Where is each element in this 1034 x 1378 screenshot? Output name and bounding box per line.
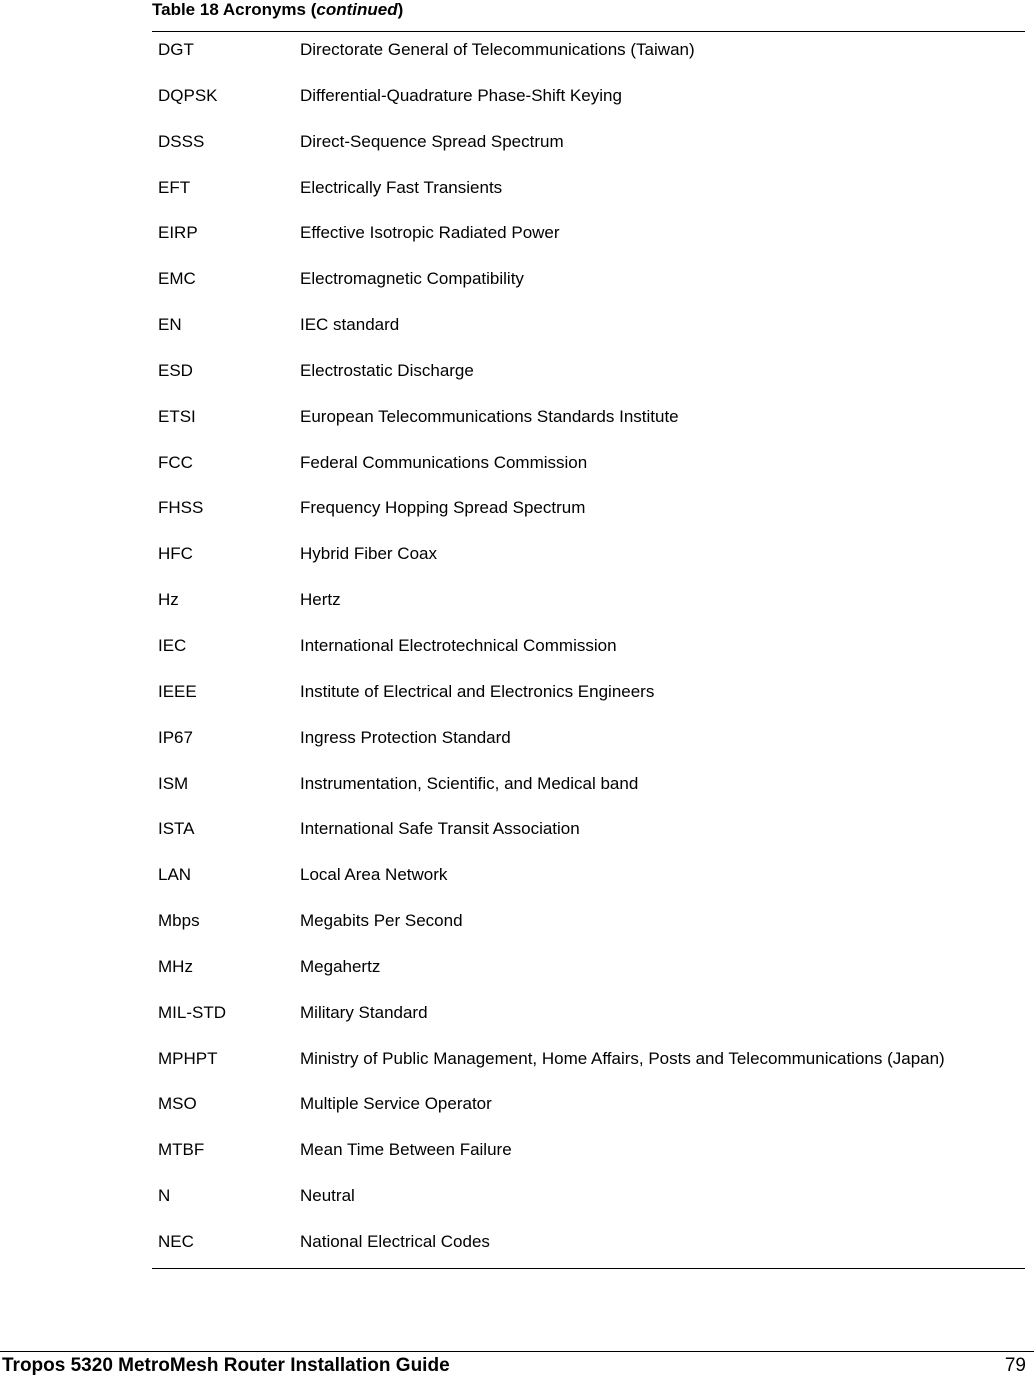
acronym-cell: DGT	[158, 40, 194, 59]
definition-cell: Hybrid Fiber Coax	[300, 544, 437, 564]
table-top-rule	[152, 31, 1025, 32]
definition-cell: Hertz	[300, 590, 341, 610]
table-caption	[152, 0, 403, 20]
acronym-cell: ESD	[158, 360, 193, 380]
footer-rule	[0, 1351, 1034, 1352]
definition-cell: Ministry of Public Management, Home Affairs, Posts and Telecommunications (Japan)	[300, 1048, 945, 1068]
acronym-cell: EIRP	[158, 223, 198, 243]
table-caption-italic: continued	[316, 0, 398, 19]
acronym-table	[158, 35, 1024, 1273]
table-row	[158, 1227, 1024, 1273]
table-row	[158, 264, 1024, 310]
acronym-cell: IEEE	[158, 681, 197, 701]
definition-cell: Direct-Sequence Spread Spectrum	[300, 131, 564, 151]
definition-cell: Electrostatic Discharge	[300, 360, 474, 380]
acronym-cell: EN	[158, 315, 182, 335]
acronym-cell: ETSI	[158, 406, 196, 426]
acronym-cell: DQPSK	[158, 85, 218, 105]
acronym-cell: ISTA	[158, 819, 195, 839]
definition-cell: Mean Time Between Failure	[300, 1140, 512, 1160]
page-number: 79	[1004, 1355, 1026, 1376]
definition-cell: Local Area Network	[300, 865, 448, 885]
acronym-cell: IP67	[158, 727, 193, 747]
definition-cell: International Safe Transit Association	[300, 819, 580, 839]
definition-cell: Megahertz	[300, 956, 381, 976]
definition-cell: IEC standard	[300, 315, 400, 335]
table-row	[158, 998, 1024, 1044]
definition-cell: Neutral	[300, 1186, 355, 1206]
table-row	[158, 218, 1024, 264]
table-row	[158, 448, 1024, 494]
table-row	[158, 310, 1024, 356]
acronym-cell: MPHPT	[158, 1048, 218, 1068]
table-row	[158, 35, 1024, 81]
acronym-cell: MSO	[158, 1094, 197, 1114]
definition-cell: Institute of Electrical and Electronics Engineers	[300, 681, 655, 701]
table-row	[158, 952, 1024, 998]
table-row	[158, 723, 1024, 769]
definition-cell: Electrically Fast Transients	[300, 177, 503, 197]
acronym-cell: ISM	[158, 773, 189, 793]
acronym-cell: Mbps	[158, 911, 200, 931]
definition-cell: Ingress Protection Standard	[300, 727, 511, 747]
table-row	[158, 769, 1024, 815]
table-row	[158, 1181, 1024, 1227]
acronym-cell: HFC	[158, 544, 193, 564]
definition-cell: Instrumentation, Scientific, and Medical band	[300, 773, 639, 793]
acronym-cell: Hz	[158, 590, 179, 610]
definition-cell: Differential-Quadrature Phase-Shift Keying	[300, 85, 622, 105]
definition-cell: Frequency Hopping Spread Spectrum	[300, 498, 586, 518]
definition-cell: Effective Isotropic Radiated Power	[300, 223, 560, 243]
table-row	[158, 127, 1024, 173]
acronym-cell: FHSS	[158, 498, 204, 518]
definition-cell: International Electrotechnical Commission	[300, 635, 617, 655]
table-row	[158, 81, 1024, 127]
footer-title: Tropos 5320 MetroMesh Router Installation Guide	[2, 1355, 450, 1376]
acronym-cell: N	[158, 1186, 171, 1206]
acronym-cell: FCC	[158, 452, 193, 472]
acronym-cell: IEC	[158, 635, 187, 655]
table-row	[158, 1044, 1024, 1090]
definition-cell: National Electrical Codes	[300, 1231, 490, 1251]
acronym-cell: EMC	[158, 269, 196, 289]
table-row	[158, 539, 1024, 585]
table-row	[158, 631, 1024, 677]
definition-cell: European Telecommunications Standards Institute	[300, 406, 679, 426]
table-row	[158, 906, 1024, 952]
definition-cell: Military Standard	[300, 1002, 428, 1022]
acronym-cell: MIL-STD	[158, 1002, 226, 1022]
acronym-cell: LAN	[158, 865, 192, 885]
definition-cell: Megabits Per Second	[300, 911, 463, 931]
acronym-cell: MHz	[158, 956, 193, 976]
definition-cell: Federal Communications Commission	[300, 452, 588, 472]
acronym-cell: NEC	[158, 1231, 194, 1251]
table-row	[158, 585, 1024, 631]
table-row	[158, 402, 1024, 448]
definition-cell: Directorate General of Telecommunications (Taiwan)	[300, 40, 695, 59]
table-row	[158, 493, 1024, 539]
table-row	[158, 677, 1024, 723]
acronym-cell: MTBF	[158, 1140, 205, 1160]
table-row	[158, 814, 1024, 860]
definition-cell: Electromagnetic Compatibility	[300, 269, 524, 289]
table-caption-prefix: Table 18 Acronyms (	[152, 0, 317, 19]
table-row	[158, 1089, 1024, 1135]
table-bottom-rule	[152, 1268, 1025, 1269]
acronym-cell: EFT	[158, 177, 191, 197]
table-row	[158, 860, 1024, 906]
table-row	[158, 1135, 1024, 1181]
definition-cell: Multiple Service Operator	[300, 1094, 492, 1114]
table-row	[158, 173, 1024, 219]
acronym-cell: DSSS	[158, 131, 205, 151]
table-row	[158, 356, 1024, 402]
table-caption-suffix: )	[397, 0, 404, 19]
